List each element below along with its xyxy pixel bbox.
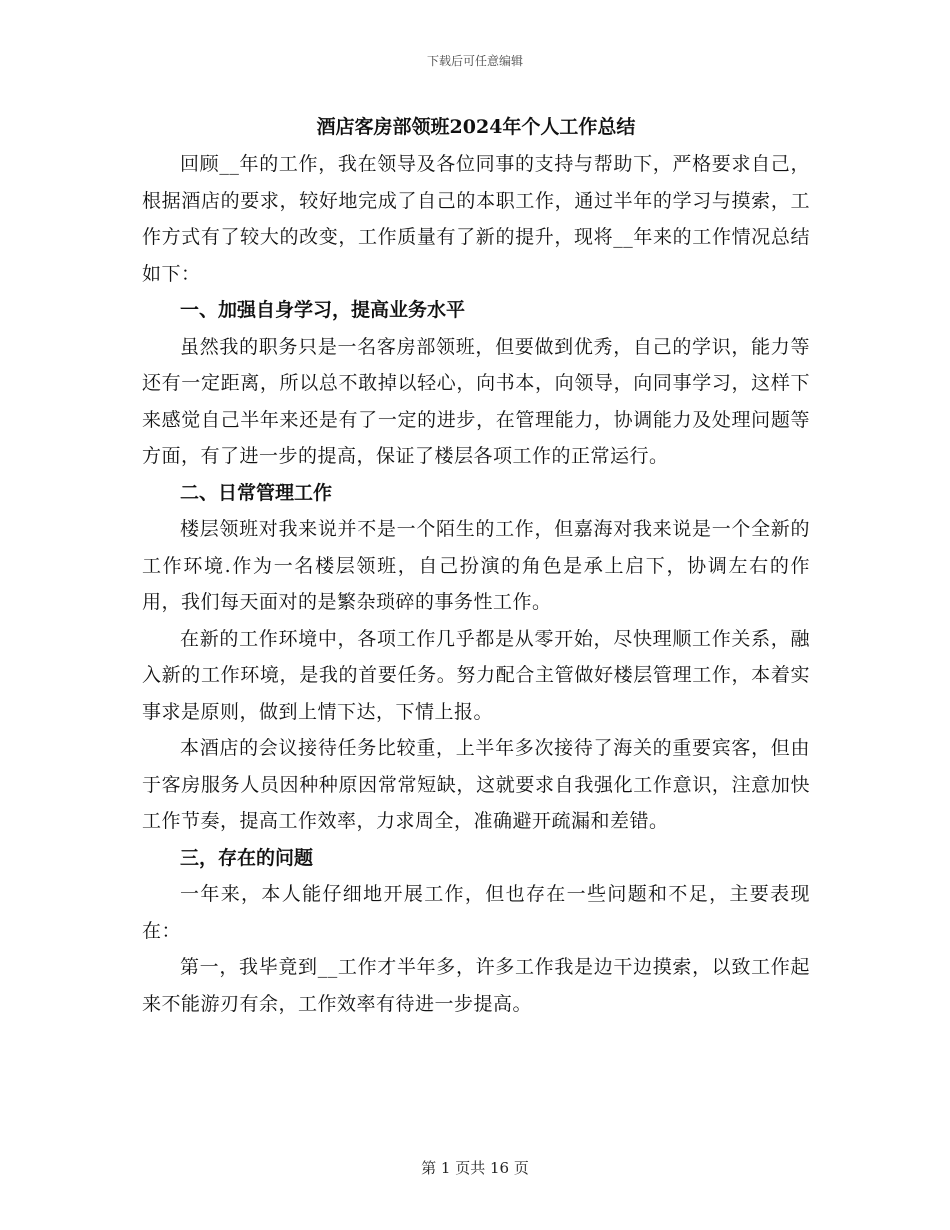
paragraph-intro: 回顾__年的工作，我在领导及各位同事的支持与帮助下，严格要求自己，根据酒店的要求，较好地完成了自己的本职工作，通过半年的学习与摸索，工作方式有了较大的改变，工作质量有了新的提升，现将__年来的工作情况总结如下：	[142, 153, 810, 285]
section-heading-2: 二、日常管理工作	[180, 481, 333, 504]
page-footer: 第 1 页共 16 页	[421, 1159, 529, 1177]
paragraph: 虽然我的职务只是一名客房部领班，但要做到优秀，自己的学识，能力等还有一定距离，所以总不敢掉以轻心，向书本，向领导，向同事学习，这样下来感觉自己半年来还是有了一定的进步，在管理能力，协调能力及处理问题等方面，有了进一步的提高，保证了楼层各项工作的正常运行。	[142, 335, 810, 467]
section-heading-1: 一、加强自身学习，提高业务水平	[180, 299, 466, 321]
page-header: 下载后可任意编辑	[426, 54, 523, 68]
paragraph: 楼层领班对我来说并不是一个陌生的工作，但嘉海对我来说是一个全新的工作环境.作为一名楼层领班，自己扮演的角色是承上启下，协调左右的作用，我们每天面对的是繁杂琐碎的事务性工作。	[142, 518, 810, 613]
document-title: 酒店客房部领班2024年个人工作总结	[316, 116, 636, 138]
document-body	[142, 112, 810, 1022]
paragraph: 在新的工作环境中，各项工作几乎都是从零开始，尽快理顺工作关系，融入新的工作环境，是我的首要任务。努力配合主管做好楼层管理工作，本着实事求是原则，做到上情下达，下情上报。	[142, 627, 810, 723]
section-heading-3: 三，存在的问题	[180, 846, 314, 869]
paragraph: 本酒店的会议接待任务比较重，上半年多次接待了海关的重要宾客，但由于客房服务人员因种种原因常常短缺，这就要求自我强化工作意识，注意加快工作节奏，提高工作效率，力求周全，准确避开疏漏和差错。	[142, 737, 810, 832]
paragraph: 第一，我毕竟到__工作才半年多，许多工作我是边干边摸索，以致工作起来不能游刃有余，工作效率有待进一步提高。	[142, 956, 810, 1015]
paragraph: 一年来，本人能仔细地开展工作，但也存在一些问题和不足，主要表现在：	[142, 883, 810, 942]
